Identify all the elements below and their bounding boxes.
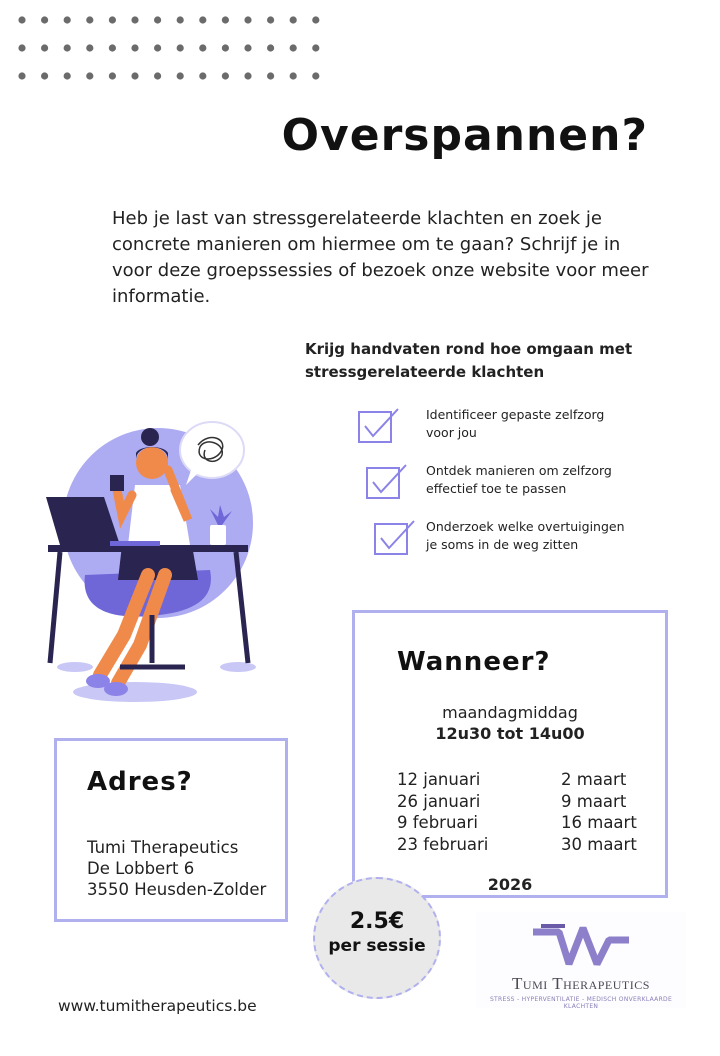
address-lines	[87, 837, 266, 900]
checkbox-icon	[356, 406, 402, 446]
checklist-item-text: Identificeer gepaste zelfzorg voor jou	[426, 407, 605, 440]
decorative-dot	[290, 44, 297, 51]
price-amount: 2.5€	[349, 909, 405, 934]
date-item: 30 maart	[561, 834, 637, 854]
schedule-year: 2026	[487, 875, 533, 894]
decorative-dot	[312, 16, 319, 23]
decorative-dot	[41, 44, 48, 51]
decorative-dot	[312, 72, 319, 79]
date-item: 16 maart	[561, 813, 637, 832]
logo-mark-icon	[531, 918, 631, 972]
address-title: Adres?	[87, 767, 193, 797]
checklist-item	[356, 462, 656, 512]
checklist-item-text: Ontdek manieren om zelfzorg effectief toe te passen	[426, 463, 612, 496]
date-item: 9 maart	[561, 791, 627, 811]
decorative-dot	[312, 44, 319, 51]
logo-tagline: STRESS - HYPERVENTILATIE - MEDISCH ONVERKLAARDE KLACHTEN	[489, 996, 673, 1010]
decorative-dot	[267, 44, 274, 51]
decorative-dot	[109, 16, 116, 23]
decorative-dot	[131, 44, 138, 51]
decorative-dot	[267, 16, 274, 23]
dates-left-column	[397, 769, 488, 855]
decorative-dot	[154, 72, 161, 79]
date-item: 2 maart	[561, 770, 627, 789]
tumi-therapeutics-logo	[476, 912, 686, 1008]
date-item: 12 januari	[397, 770, 481, 789]
decorative-dot	[64, 44, 71, 51]
date-item: 9 februari	[397, 813, 478, 832]
decorative-dot	[86, 72, 93, 79]
schedule-time: 12u30 tot 14u00	[435, 724, 585, 743]
checklist-item-text: Onderzoek welke overtuigingen je soms in de weg zitten	[426, 519, 625, 552]
dates-right-column	[561, 769, 637, 855]
decorative-dot	[64, 72, 71, 79]
decorative-dot	[244, 44, 251, 51]
price-badge	[313, 877, 441, 999]
decorative-dot	[154, 16, 161, 23]
decorative-dot	[199, 72, 206, 79]
schedule-day: maandagmiddag	[442, 703, 578, 722]
decorative-dot	[18, 44, 25, 51]
decorative-dot	[244, 72, 251, 79]
schedule-title: Wanneer?	[397, 647, 551, 677]
decorative-dot	[41, 16, 48, 23]
decorative-dot	[267, 72, 274, 79]
date-item: 23 februari	[397, 834, 489, 854]
decorative-dot	[64, 16, 71, 23]
decorative-dot	[109, 72, 116, 79]
decorative-dot-grid	[10, 8, 330, 88]
decorative-dot	[290, 72, 297, 79]
page-title: Overspannen?	[281, 110, 648, 161]
decorative-dot	[86, 16, 93, 23]
decorative-dot	[222, 16, 229, 23]
checklist-item	[356, 518, 656, 568]
schedule-box	[352, 610, 668, 898]
stressed-woman-illustration	[40, 405, 270, 705]
address-line: De Lobbert 6	[87, 859, 195, 878]
decorative-dot	[154, 44, 161, 51]
decorative-dot	[222, 72, 229, 79]
checkbox-icon	[364, 462, 410, 502]
subheading: Krijg handvaten rond hoe omgaan met stressgerelateerde klachten	[305, 340, 633, 381]
date-item: 26 januari	[397, 791, 481, 811]
decorative-dot	[290, 16, 297, 23]
decorative-dot	[199, 44, 206, 51]
address-line: 3550 Heusden-Zolder	[87, 880, 267, 899]
intro-text: Heb je last van stressgerelateerde klachten en zoek je concrete manieren om hiermee om te gaan? Schrijf je in voor deze groepssessies of bezoek onze website voor meer informatie.	[112, 208, 649, 307]
decorative-dot	[177, 16, 184, 23]
decorative-dot	[222, 44, 229, 51]
decorative-dot	[18, 16, 25, 23]
decorative-dot	[18, 72, 25, 79]
decorative-dot	[177, 44, 184, 51]
decorative-dot	[131, 16, 138, 23]
decorative-dot	[244, 16, 251, 23]
decorative-dot	[86, 44, 93, 51]
price-unit: per sessie	[328, 936, 426, 956]
decorative-dot	[41, 72, 48, 79]
address-line: Tumi Therapeutics	[87, 838, 239, 857]
logo-name: Tumi Therapeutics	[512, 974, 650, 993]
checkbox-icon	[372, 518, 418, 558]
checklist-item	[356, 406, 656, 456]
address-box	[54, 738, 288, 922]
decorative-dot	[177, 72, 184, 79]
decorative-dot	[109, 44, 116, 51]
decorative-dot	[199, 16, 206, 23]
website-link[interactable]: www.tumitherapeutics.be	[58, 997, 257, 1015]
decorative-dot	[131, 72, 138, 79]
